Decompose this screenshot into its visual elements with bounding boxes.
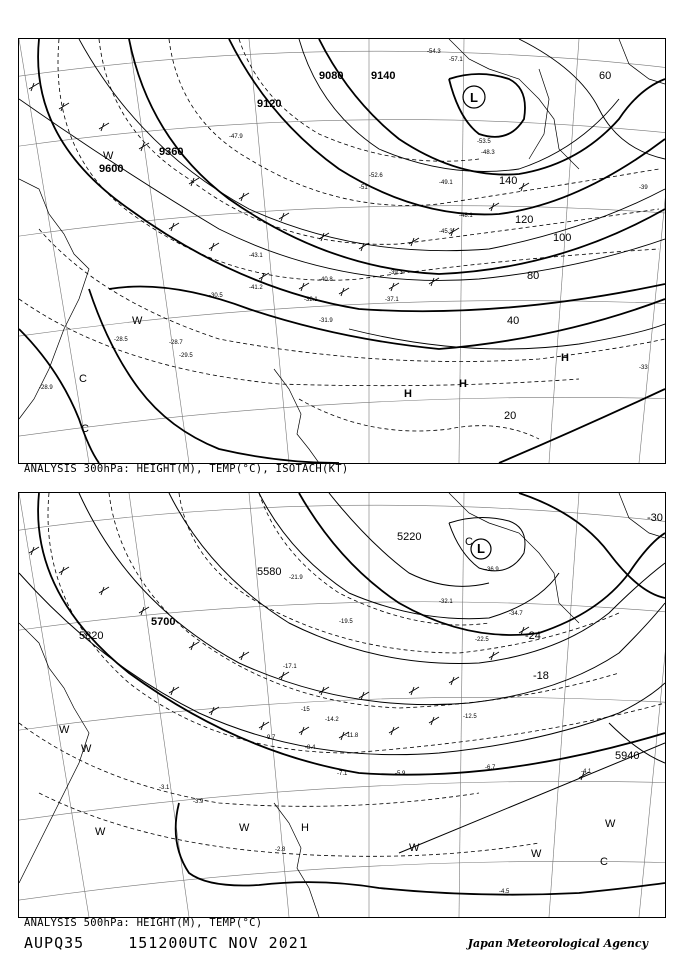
chart-500hpa-map xyxy=(19,493,665,917)
temp-label: -3.9 xyxy=(193,799,204,805)
temp-label: -3.1 xyxy=(159,785,170,791)
temp-label: -29.5 xyxy=(179,353,193,359)
temp-label: -37.1 xyxy=(385,297,399,303)
warm-center: W xyxy=(103,150,114,162)
temp-label: -40.8 xyxy=(319,277,333,283)
temp-label: -28.7 xyxy=(169,340,183,346)
temp-label: -52.6 xyxy=(369,173,383,179)
height-label-5220: 5220 xyxy=(397,531,422,543)
cold-center: C xyxy=(79,373,87,385)
product-code: AUPQ35 xyxy=(24,934,85,952)
agency-credit: Japan Meteorological Agency xyxy=(467,937,648,950)
temp-label: -48.1 xyxy=(459,213,473,219)
temp-label: -11.8 xyxy=(345,733,359,739)
temp-label: -41.2 xyxy=(249,285,263,291)
height-label-9600: 9600 xyxy=(99,163,124,175)
temp-label: -15 xyxy=(301,707,310,713)
temp-label: -49.1 xyxy=(439,180,453,186)
temp-label: -54.3 xyxy=(427,49,441,55)
warm-center: W xyxy=(531,848,542,860)
temp-label: -39.3 xyxy=(389,270,403,276)
temp-label: -47.9 xyxy=(229,134,243,140)
height-label-5700: 5700 xyxy=(151,616,176,628)
temp-label: -4.1 xyxy=(581,769,592,775)
temp-label: -6.7 xyxy=(485,765,496,771)
warm-center: W xyxy=(605,818,616,830)
temp-label: -8.4 xyxy=(305,745,316,751)
warm-center: W xyxy=(409,842,420,854)
temp-label: -33 xyxy=(639,365,648,371)
warm-center: W xyxy=(59,724,70,736)
temp-label: -36.9 xyxy=(485,567,499,573)
warm-center: W xyxy=(132,315,143,327)
height-label-9080: 9080 xyxy=(319,70,344,82)
temp-label: -43.1 xyxy=(249,253,263,259)
height-label-9360: 9360 xyxy=(159,146,184,158)
product-header xyxy=(24,934,309,952)
cold-center: C xyxy=(465,536,473,548)
temp-label: -17.1 xyxy=(283,664,297,670)
temp-label: -45.3 xyxy=(439,229,453,235)
temp-label: -32.1 xyxy=(439,599,453,605)
temperature-isotherms xyxy=(19,493,665,856)
height-contours xyxy=(19,493,665,853)
high-center: H xyxy=(459,378,467,390)
height-label-5940: 5940 xyxy=(615,750,640,762)
high-center: H xyxy=(561,352,569,364)
temp-label: -39 xyxy=(639,185,648,191)
height-label-9120: 9120 xyxy=(257,98,282,110)
temp-label: -34.7 xyxy=(509,611,523,617)
isotach-label-80: 80 xyxy=(527,270,540,282)
analysis-datetime: 151200UTC NOV 2021 xyxy=(128,934,309,952)
low-center: L xyxy=(470,90,478,105)
cold-center: C xyxy=(600,856,608,868)
temp-label: -5.9 xyxy=(395,771,406,777)
temp-label: -7.1 xyxy=(337,771,348,777)
temp-label: -51 xyxy=(359,185,368,191)
temp-label: -28.5 xyxy=(114,337,128,343)
low-center: L xyxy=(477,541,485,556)
temp-label: -18 xyxy=(533,670,549,682)
temp-label: -30 xyxy=(647,512,663,524)
height-contours-bold xyxy=(38,493,665,895)
temp-label: -28.9 xyxy=(39,385,53,391)
temp-label: -48.3 xyxy=(481,150,495,156)
temp-label: -14.2 xyxy=(325,717,339,723)
warm-center: W xyxy=(239,822,250,834)
temp-label: -2.8 xyxy=(275,847,286,853)
height-label-5820: 5820 xyxy=(79,630,104,642)
temp-label: -12.5 xyxy=(463,714,477,720)
chart-500hpa xyxy=(18,492,666,918)
high-center: H xyxy=(301,822,309,834)
height-label-9140: 9140 xyxy=(371,70,396,82)
temp-label: -32.1 xyxy=(304,297,318,303)
temp-label: -53.5 xyxy=(477,139,491,145)
isotach-label-140: 140 xyxy=(499,175,518,187)
temp-label: -19.5 xyxy=(339,619,353,625)
isotach-label-60: 60 xyxy=(599,70,612,82)
temp-label: -21.9 xyxy=(289,575,303,581)
height-label-5580: 5580 xyxy=(257,566,282,578)
isotach-label-120: 120 xyxy=(515,214,534,226)
chart-300hpa-caption: ANALYSIS 300hPa: HEIGHT(M), TEMP(°C), ISOTACH(KT) xyxy=(24,463,349,475)
temp-label: -22.5 xyxy=(475,637,489,643)
isotach-label-40: 40 xyxy=(507,315,520,327)
cold-center: C xyxy=(81,423,89,435)
temp-label: -31.9 xyxy=(319,318,333,324)
temp-label: -24 xyxy=(525,630,541,642)
high-center: H xyxy=(404,388,412,400)
temp-label: -4.5 xyxy=(499,889,510,895)
temp-label: -9.7 xyxy=(265,735,276,741)
chart-300hpa xyxy=(18,38,666,464)
chart-500hpa-caption: ANALYSIS 500hPa: HEIGHT(M), TEMP(°C) xyxy=(24,917,263,929)
temp-label: -57.1 xyxy=(449,57,463,63)
warm-center: W xyxy=(95,826,106,838)
isotach-label-100: 100 xyxy=(553,232,572,244)
warm-center: W xyxy=(81,743,92,755)
temp-label: -30.5 xyxy=(209,293,223,299)
isotach-label-20: 20 xyxy=(504,410,517,422)
height-contours xyxy=(19,39,665,463)
chart-300hpa-map xyxy=(19,39,665,463)
